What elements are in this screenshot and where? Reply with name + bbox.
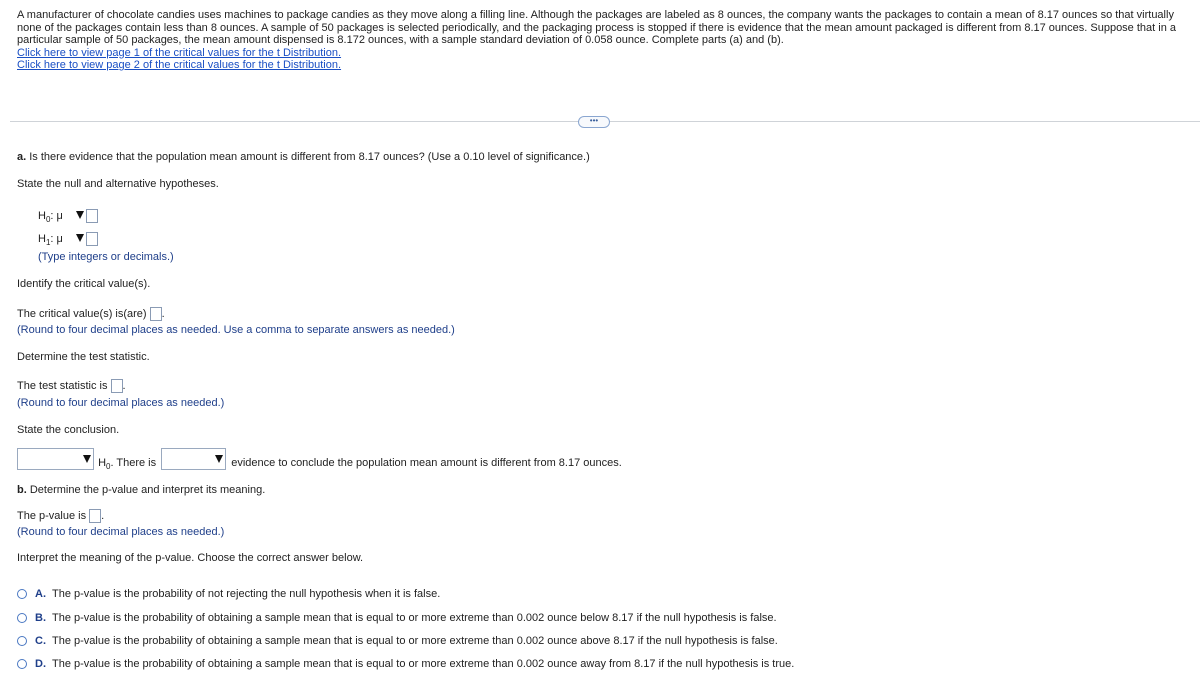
radio-c[interactable] <box>17 636 27 646</box>
h1-value-input[interactable] <box>86 232 98 246</box>
alt-hypothesis-row: $H_1$: μ <box>38 231 98 246</box>
option-c[interactable]: C. The p-value is the probability of obtaining a sample mean that is equal to or more extreme than 0.002 ounce above 8.17 if the null hypothesis is false. <box>17 635 778 648</box>
problem-statement <box>17 9 1197 72</box>
radio-a[interactable] <box>17 589 27 599</box>
part-a-label: a. <box>17 151 27 163</box>
t-table-link-page-1[interactable]: Click here to view page 1 of the critical values for the t Distribution. <box>17 46 342 59</box>
critical-value-hint: (Round to four decimal places as needed. Use a comma to separate answers as needed.) <box>17 324 455 336</box>
hypothesis-type-hint: (Type integers or decimals.) <box>38 251 174 263</box>
part-b-question-text: Determine the p-value and interpret its meaning. <box>29 484 266 496</box>
null-hypothesis-row: $H_0$: μ <box>38 208 98 223</box>
determine-test-statistic-instruction: Determine the test statistic. <box>17 351 150 363</box>
part-a-question-text: Is there evidence that the population mean amount is different from 8.17 ounces? (Use a 0.10 level of significance.) <box>29 151 590 163</box>
test-statistic-row: The test statistic is . <box>17 380 126 392</box>
h1-relation-dropdown[interactable] <box>74 231 86 245</box>
option-d[interactable]: D. The p-value is the probability of obtaining a sample mean that is equal to or more extreme than 0.002 ounce away from 8.17 if the null hypothesis is true. <box>17 658 794 671</box>
part-b-label: b. <box>17 484 27 496</box>
option-b[interactable]: B. The p-value is the probability of obtaining a sample mean that is equal to or more extreme than 0.002 ounce below 8.17 if the null hypothesis is false. <box>17 612 777 625</box>
radio-d[interactable] <box>17 659 27 669</box>
interpret-instruction: Interpret the meaning of the p-value. Choose the correct answer below. <box>17 552 364 564</box>
t-table-link-page-2[interactable]: Click here to view page 2 of the critical values for the t Distribution. <box>17 59 342 71</box>
test-statistic-hint: (Round to four decimal places as needed.) <box>17 397 225 409</box>
state-hypotheses-instruction: State the null and alternative hypotheses. <box>17 178 219 190</box>
h0-relation-dropdown[interactable] <box>74 208 86 222</box>
state-conclusion-instruction: State the conclusion. <box>17 424 120 436</box>
reject-decision-dropdown[interactable] <box>17 448 94 470</box>
conclusion-row: $H_0$. There is evidence to conclude the population mean amount is different from 8.17 ounces. <box>17 448 622 470</box>
h0-value-input[interactable] <box>86 209 98 223</box>
part-a-question <box>17 151 590 164</box>
radio-b[interactable] <box>17 613 27 623</box>
problem-text: A manufacturer of chocolate candies uses machines to package candies as they move along a filling line. Although the packages are labeled as 8 ounces, the company wants the packages to contain a mean of 8.17 ounces so that virtually none of the packages contain less than 8 ounces. A sample of 50 packages is selected periodically, and the packaging process is stopped if there is evidence that the mean amount packaged is different from 8.17 ounces. Suppose that in a particular sample of 50 packages, the mean amount dispensed is 8.172 ounces, with a sample standard deviation of 0.058 ounce. Complete parts (a) and (b). <box>17 9 1176 46</box>
dropdown-arrow-icon <box>76 211 84 219</box>
dropdown-arrow-icon <box>215 455 223 463</box>
p-value-hint: (Round to four decimal places as needed.) <box>17 526 225 538</box>
dropdown-arrow-icon <box>83 455 91 463</box>
identify-critical-instruction: Identify the critical value(s). <box>17 278 151 290</box>
critical-value-input[interactable] <box>150 307 162 321</box>
part-b-question <box>17 484 265 497</box>
p-value-row: The p-value is . <box>17 510 105 522</box>
test-statistic-input[interactable] <box>111 379 123 393</box>
evidence-dropdown[interactable] <box>161 448 226 470</box>
expand-toggle-button[interactable]: ••• <box>578 116 610 128</box>
critical-value-row: The critical value(s) is(are) . <box>17 308 165 320</box>
option-a[interactable]: A. The p-value is the probability of not rejecting the null hypothesis when it is false. <box>17 588 440 601</box>
p-value-input[interactable] <box>89 509 101 523</box>
dropdown-arrow-icon <box>76 234 84 242</box>
